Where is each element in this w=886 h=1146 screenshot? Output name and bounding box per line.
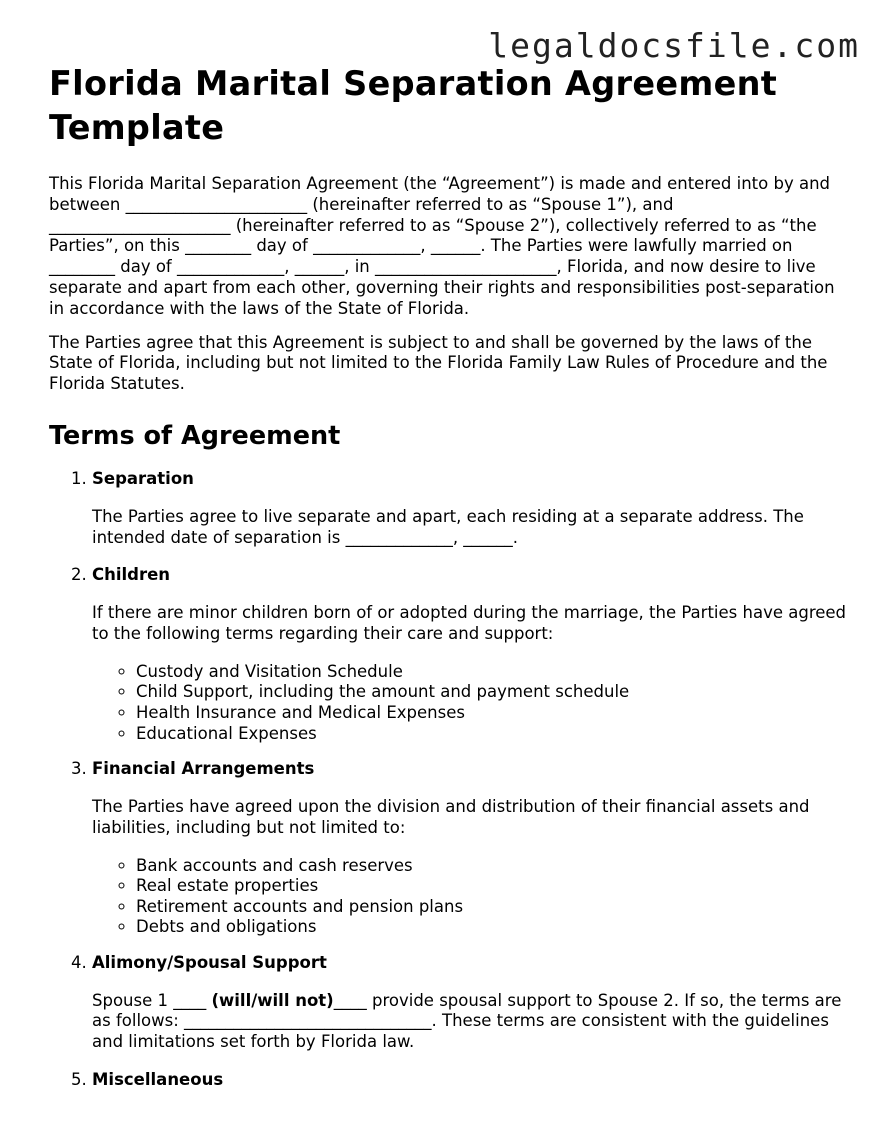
page-title: Florida Marital Separation Agreement Template [49,64,778,147]
list-item: ◦ Child Support, including the amount and payment schedule [136,682,849,703]
section-heading: Terms of Agreement [49,420,341,451]
list-item: ◦ Real estate properties [136,876,849,897]
list-item: ◦ Bank accounts and cash reserves [136,856,849,877]
term-alimony [92,953,849,1053]
term-miscellaneous [92,1070,849,1091]
alimony-option: (will/will not) [211,990,334,1010]
list-item: ◦ Health Insurance and Medical Expenses [136,703,849,724]
term-body: The Parties agree to live separate and apart, each residing at a separate address. The intended date of separation is _____________, ______. [92,506,804,547]
term-body: The Parties have agreed upon the division and distribution of their financial assets and liabilities, including but not limited to: [92,796,810,837]
term-title: 2. Children [92,565,171,585]
term-separation [92,469,849,548]
term-title: 1. Separation [92,468,194,488]
term-body [92,991,849,1053]
list-item: ◦ Custody and Visitation Schedule [136,662,849,683]
term-title: 5. Miscellaneous [92,1070,224,1090]
term-financial [92,759,849,938]
list-item: ◦ Debts and obligations [136,917,849,938]
watermark: legaldocsfile.com [488,26,860,65]
document-page [49,62,849,1108]
term-children [92,565,849,744]
financial-sublist [92,856,849,938]
term-title: 3. Financial Arrangements [92,759,315,779]
alimony-text-before: Spouse 1 ____ [92,990,212,1010]
children-sublist [92,662,849,744]
term-body: If there are minor children born of or adopted during the marriage, the Parties have agreed to the following terms regarding their care and support: [92,603,847,643]
term-title: 4. Alimony/Spousal Support [92,952,327,972]
intro-paragraph-1: This Florida Marital Separation Agreement (the “Agreement”) is made and entered into by and between ______________________ (hereinafter referred to as “Spouse 1”), and ______________________ (hereinafter referred to as “Spouse 2”), collectively referred to as “the Parties”, on this ________ day of _____________, ______. The Parties were lawfully married on ________ day of _____________, ______, in ______________________, Florida, and now desire to live separate and apart from each other, governing their rights and responsibilities post-separation in accordance with the laws of the State of Florida. [49,174,835,318]
list-item: ◦ Retirement accounts and pension plans [136,897,849,918]
intro-paragraph-2: The Parties agree that this Agreement is subject to and shall be governed by the laws of the State of Florida, including but not limited to the Florida Family Law Rules of Procedure and the Florida Statutes. [49,332,828,394]
list-item: ◦ Educational Expenses [136,724,849,745]
alimony-text-after: ____ provide spousal support to Spouse 2. If so, the terms are as follows: ______________________________. These terms are consistent with the guidelines and limitations set forth by Florida law. [92,990,842,1052]
terms-list [49,469,849,1091]
